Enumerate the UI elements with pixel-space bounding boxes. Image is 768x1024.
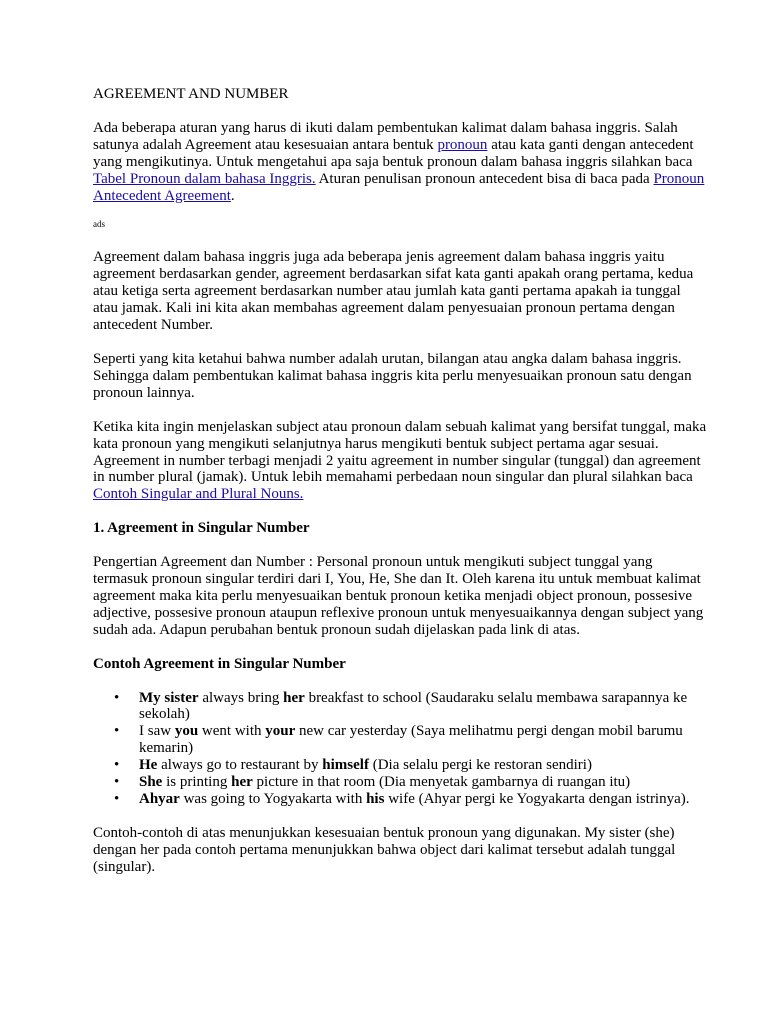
examples-list	[93, 690, 708, 808]
example-text: new car yesterday (Saya melihatmu pergi dengan mobil barumu kemarin)	[139, 723, 683, 757]
example-text: went with	[198, 723, 266, 740]
list-item	[93, 757, 708, 774]
example-text: picture in that room (Dia menyetak gambarnya di ruangan itu)	[252, 774, 631, 791]
intro-text-3: Aturan penulisan pronoun antecedent bisa di baca pada	[315, 170, 654, 187]
example-text: was going to Yogyakarta with	[179, 791, 367, 807]
example-text: always bring	[198, 689, 284, 706]
intro-paragraph	[93, 120, 708, 205]
pronoun-word: your	[265, 723, 296, 740]
bullet-icon: •	[114, 723, 120, 740]
example-text: I saw	[139, 723, 175, 740]
pronoun-antecedent-link[interactable]: Pronoun Antecedent Agreement	[93, 170, 705, 204]
singular-plural-paragraph	[93, 419, 708, 504]
conclusion-paragraph: Contoh-contoh di atas menunjukkan kesesuaian bentuk pronoun yang digunakan. My sister (she) dengan her pada contoh pertama menunjukkan bahwa object dari kalimat tersebut adalah tunggal (singular).	[93, 824, 676, 875]
pronoun-word: his	[366, 791, 385, 807]
singular-definition-paragraph: Pengertian Agreement dan Number : Personal pronoun untuk mengikuti subject tunggal yang termasuk pronoun singular terdiri dari I, You, He, She dan It. Oleh karena itu untuk membuat kalimat agreement maka kita perlu menyesuaikan bentuk pronoun ketika menjadi object pronoun, possesive adjective, possesive pronoun ataupun reflexive pronoun untuk menyesuaikannya dengan subject yang sudah ada. Adapun perubahan bentuk pronoun sudah dijelaskan pada link di atas.	[93, 554, 704, 638]
number-definition-paragraph: Seperti yang kita ketahui bahwa number adalah urutan, bilangan atau angka dalam bahasa inggris. Sehingga dalam pembentukan kalimat bahasa inggris kita perlu menyesuaikan pronoun satu dengan pronoun lainnya.	[93, 350, 692, 401]
intro-text-4: .	[230, 187, 235, 204]
ads-label: ads	[93, 219, 105, 230]
example-text: wife (Ahyar pergi ke Yogyakarta dengan istrinya).	[384, 791, 690, 807]
example-text: breakfast to school (Saudaraku selalu membawa sarapannya ke sekolah)	[139, 689, 688, 723]
subject-word: you	[174, 723, 199, 740]
singular-plural-nouns-link[interactable]: Contoh Singular and Plural Nouns.	[93, 486, 304, 503]
pronoun-word: her	[231, 774, 253, 791]
bullet-icon: •	[114, 757, 120, 774]
subject-word: Ahyar	[139, 791, 180, 807]
bullet-icon: •	[114, 689, 120, 706]
document-title: AGREEMENT AND NUMBER	[93, 86, 289, 102]
pronoun-word: her	[283, 689, 305, 706]
intro-text-1: Ada beberapa aturan yang harus di ikuti dalam pembentukan kalimat dalam bahasa inggris. Salah satunya adalah Agreement atau kesesuaian antara bentuk	[93, 119, 678, 153]
bullet-icon: •	[114, 791, 120, 807]
subject-word: She	[139, 774, 163, 791]
example-text: (Dia selalu pergi ke restoran sendiri)	[368, 757, 592, 774]
examples-heading: Contoh Agreement in Singular Number	[93, 655, 346, 672]
subject-word: He	[139, 757, 158, 774]
list-item	[93, 690, 708, 724]
list-item	[93, 791, 708, 808]
intro-text-2: atau kata ganti dengan antecedent yang mengikutinya. Untuk mengetahui apa saja bentuk pronoun dalam bahasa inggris silahkan baca	[93, 136, 694, 170]
list-item	[93, 723, 708, 757]
example-text: is printing	[162, 774, 232, 791]
agreement-types-paragraph: Agreement dalam bahasa inggris juga ada beberapa jenis agreement dalam bahasa inggris yaitu agreement berdasarkan gender, agreement berdasarkan sifat kata ganti apakah orang pertama, kedua atau ketiga serta agreement berdasarkan number atau jumlah kata ganti pertama apakah ia tunggal atau jamak. Kali ini kita akan membahas agreement dalam penyesuaian pronoun pertama dengan antecedent Number.	[93, 249, 694, 334]
pronoun-word: himself	[322, 757, 369, 774]
bullet-icon: •	[114, 774, 120, 791]
example-text: always go to restaurant by	[157, 757, 323, 774]
list-item	[93, 774, 708, 791]
pronoun-link[interactable]: pronoun	[437, 136, 488, 153]
subject-word: My sister	[139, 689, 199, 706]
tabel-pronoun-link[interactable]: Tabel Pronoun dalam bahasa Inggris.	[93, 170, 316, 187]
singular-plural-text: Ketika kita ingin menjelaskan subject atau pronoun dalam sebuah kalimat yang bersifat tunggal, maka kata pronoun yang mengikuti selanjutnya harus mengikuti bentuk subject pertama agar sesuai. Agreement in number terbagi menjadi 2 yaitu agreement in number singular (tunggal) dan agreement in number plural (jamak). Untuk lebih memahami perbedaan noun singular dan plural silahkan baca	[93, 418, 707, 486]
section-heading-singular: 1. Agreement in Singular Number	[93, 520, 310, 537]
